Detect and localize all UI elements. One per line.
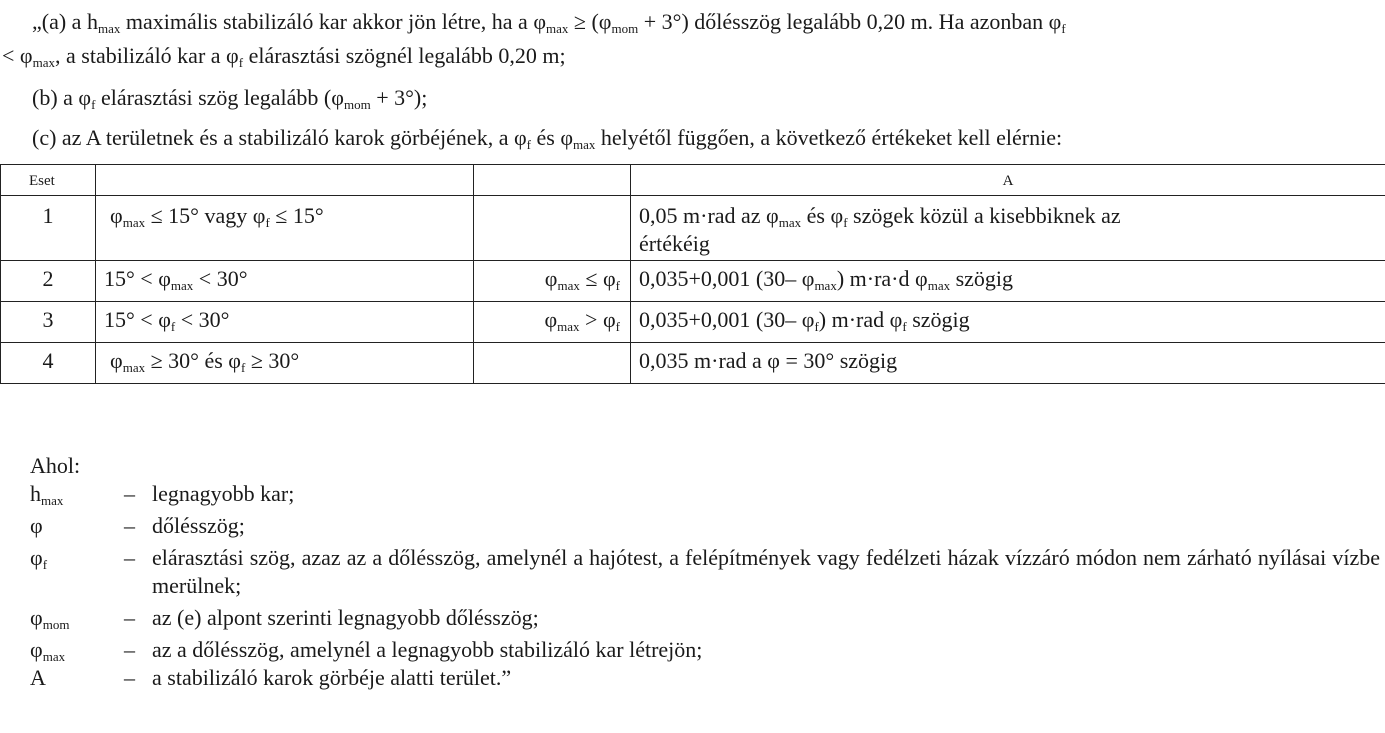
list-item (30, 480, 1380, 508)
dash: – (124, 665, 135, 690)
table-row (1, 343, 1385, 384)
header-a: A (631, 165, 1385, 196)
definition-text: legnagyobb kar; (152, 481, 295, 506)
stability-table (0, 164, 1385, 384)
symbol: φ (30, 513, 43, 538)
row-number: 4 (1, 343, 96, 384)
symbol: $h_{max}$ (30, 481, 64, 508)
area-value-cell: 0,035+0,001 (30– $\varphi_f$) m·rad $\varphi_f$ szögig (631, 302, 1385, 343)
condition-cell: $\varphi_{max} \le 15^\circ$ vagy $\varphi_f \le 15^\circ$ (96, 196, 474, 261)
dash: – (124, 605, 135, 630)
dash: – (124, 481, 135, 506)
dash: – (124, 637, 135, 662)
symbol: A (30, 665, 46, 690)
table-header-row (1, 165, 1385, 196)
header-eset: Eset (1, 165, 96, 196)
symbol: $\varphi_{max}$ (30, 637, 66, 664)
header-empty-3 (474, 165, 631, 196)
area-value-cell: 0,035 m·rad a φ = 30° szögig (631, 343, 1385, 384)
dash: – (124, 513, 135, 538)
relation-cell: $\varphi_{max} \le \varphi_f$ (474, 261, 631, 302)
paragraph-b: (b) a $\varphi_f$ elárasztási szög legalább $(\varphi_{mom} + 3^\circ)$; (32, 85, 428, 112)
row-number: 3 (1, 302, 96, 343)
definition-text: az (e) alpont szerinti legnagyobb dőlésszög; (152, 605, 539, 630)
list-item (30, 512, 1380, 540)
table-row (1, 196, 1385, 261)
dash: – (124, 545, 135, 570)
definition-text: dőlésszög; (152, 513, 245, 538)
row-number: 1 (1, 196, 96, 261)
definition-text: elárasztási szög, azaz az a dőlésszög, amelynél a hajótest, a felépítmények vagy fedélzeti házak vízzáró módon nem zárható nyílásai vízbe merülnek; (152, 545, 1380, 598)
area-value-cell: 0,05 m·rad az $\varphi_{max}$ és $\varphi_f$ szögek közül a kisebbiknek az értékéig (631, 196, 1385, 261)
list-item (30, 664, 1380, 692)
relation-cell (474, 343, 631, 384)
table-row (1, 302, 1385, 343)
condition-cell: $\varphi_{max} \ge 30^\circ$ és $\varphi_f \ge 30^\circ$ (96, 343, 474, 384)
header-empty-2 (96, 165, 474, 196)
relation-cell (474, 196, 631, 261)
table-row (1, 261, 1385, 302)
symbol: $\varphi_f$ (30, 545, 48, 572)
list-item (30, 604, 1380, 632)
relation-cell: $\varphi_{max} > \varphi_f$ (474, 302, 631, 343)
list-item (30, 636, 1380, 664)
condition-cell: $15^\circ < \varphi_{max} < 30^\circ$ (96, 261, 474, 302)
paragraph-a-line2: < $\varphi_{max}$, a stabilizáló kar a $\varphi_f$ elárasztási szögnél legalább 0,20 m; (2, 43, 566, 70)
area-value-cell: 0,035+0,001 (30– $\varphi_{max}$) m·ra·d $\varphi_{max}$ szögig (631, 261, 1385, 302)
paragraph-c: (c) az A területnek és a stabilizáló karok görbéjének, a $\varphi_f$ és $\varphi_{max}$ helyétől függően, a következő értékeket kell elérnie: (32, 125, 1063, 152)
definitions-list (30, 452, 1380, 692)
definition-text: a stabilizáló karok görbéje alatti terület.” (152, 665, 512, 690)
condition-cell: $15^\circ < \varphi_f < 30^\circ$ (96, 302, 474, 343)
definition-text: az a dőlésszög, amelynél a legnagyobb stabilizáló kar létrejön; (152, 637, 703, 662)
list-item (30, 544, 1380, 600)
definitions-intro: Ahol: (30, 453, 81, 478)
symbol: $\varphi_{mom}$ (30, 605, 70, 632)
row-number: 2 (1, 261, 96, 302)
paragraph-a-line1: „(a) a $h_{max}$ maximális stabilizáló kar akkor jön létre, ha a $\varphi_{max} \ge (\varphi_{mom} + 3^\circ)$ dőlésszög legalább 0,20 m. Ha azonban $\varphi_f$ (32, 9, 1066, 36)
